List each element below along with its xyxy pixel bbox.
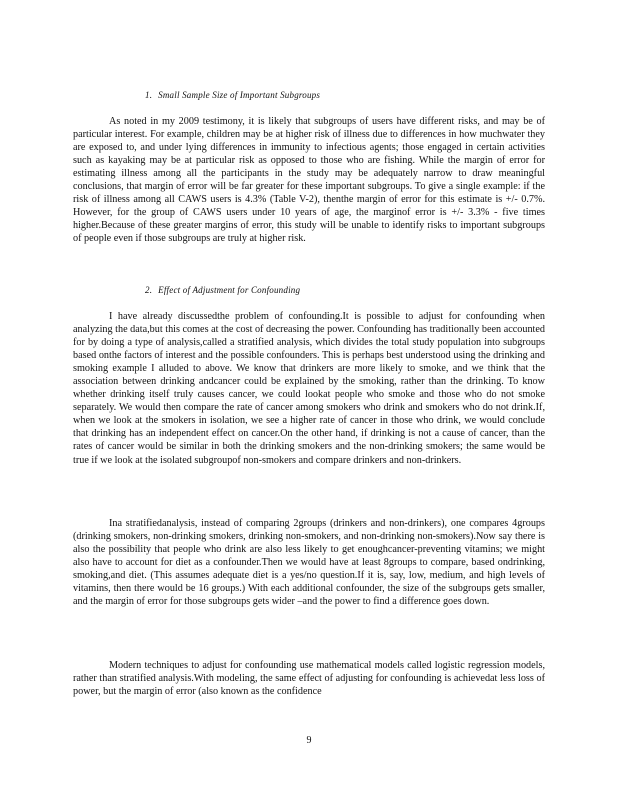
paragraph-subgroups [73, 115, 545, 245]
section-heading-text: Small Sample Size of Important Subgroups [158, 90, 321, 100]
section-heading-2 [145, 285, 300, 295]
page-number: 9 [306, 735, 312, 746]
paragraph-stratified-analysis [73, 517, 545, 608]
paragraph-text: Modern techniques to adjust for confounding use mathematical models called logistic regression models, rather than stratified analysis.With modeling, the same effect of adjusting for confounding is achievedat less loss of power, but the margin of error (also known as the confidence [73, 660, 545, 698]
section-heading-number: 2. [145, 285, 153, 295]
paragraph-text: I have already discussedthe problem of confounding.It is possible to adjust for confounding when analyzing the data,but this comes at the cost of decreasing the power. Confounding has traditionally been accounted for by doing a type of analysis,called a stratified analysis, which divides the total study population into subgroups based onthe factors of interest and the possible confounders. This is perhaps best understood using the drinking and smoking example I alluded to above. We know that drinkers are more likely to smoke, and we think that the association between drinking andcancer could be explained by the smoking, rather than the drinking. To know whether drinking itself truly causes cancer, we could lookat people who smoke and those who do not smoke separately. We would then compare the rate of cancer among smokers who drink and smokers who do not drink.If, when we look at the smokers in isolation, we see a higher rate of cancer in those who drink, we would conclude that drinking has an independent effect on cancer.On the other hand, if drinking is not a cause of cancer, than the rates of cancer would be similar in both the drinking smokers and the non-drinking smokers; the same would be true if we look at the isolated subgroupof non-smokers and compare drinkers and non-drinkers. [73, 311, 545, 466]
paragraph-modern-techniques [73, 659, 545, 698]
paragraph-confounding [73, 310, 545, 467]
section-heading-1 [145, 90, 320, 100]
paragraph-text: As noted in my 2009 testimony, it is likely that subgroups of users have different risks, and may be of particular interest. For example, children may be at higher risk of illness due to differences in how muchwater they are exposed to, and under lying differences in immunity to infectious agents; those engaged in certain activities such as kayaking may be at particular risk as opposed to those who are fishing. While the margin of error for estimating illness among all the participants in the study may be adequately narrow to draw meaningful conclusions, that margin of error will be far greater for these important subgroups. To give a single example: if the risk of illness among all CAWS users is 4.3% (Table V-2), thenthe margin of error for this estimate is +/- 0.7%. However, for the group of CAWS users under 10 years of age, the marginof error is +/- 3.3% - five times higher.Because of these greater margins of error, this study will be unable to identify risks to important subgroups of people even if those subgroups are truly at higher risk. [73, 116, 545, 245]
section-heading-number: 1. [145, 90, 153, 100]
section-heading-text: Effect of Adjustment for Confounding [158, 285, 301, 295]
paragraph-text: Ina stratifiedanalysis, instead of comparing 2groups (drinkers and non-drinkers), one compares 4groups (drinking smokers, non-drinking smokers, drinking non-smokers, and non-drinking non-smokers).Now say there is also the possibility that people who drink are also less likely to get enoughcancer-preventing vitamins; we might also have to account for diet as a confounder.Then we would have at least 8groups to compare, based ondrinking, smoking,and diet. (This assumes adequate diet is a yes/no question.If it is, say, low, medium, and high levels of vitamins, then there would be 16 groups.) With each additional confounder, the size of the subgroups gets smaller, and the margin of error for those subgroups gets wider –and the power to find a difference goes down. [73, 518, 545, 608]
